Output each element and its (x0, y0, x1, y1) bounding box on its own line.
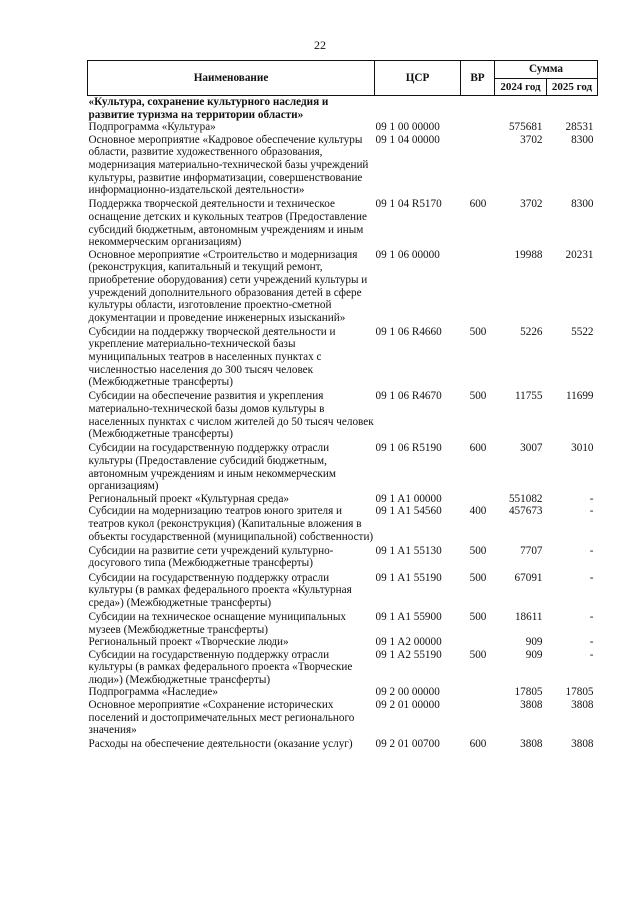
row-amount-2024: 5226 (520, 325, 543, 338)
row-amount-2024: 7707 (520, 544, 543, 557)
table-row (88, 134, 598, 197)
row-vr: 400 (469, 505, 487, 518)
row-amount-2025: - (589, 648, 594, 661)
row-name: Региональный проект «Творческие люди» (88, 636, 289, 649)
row-csr: 09 1 A1 00000 (375, 492, 442, 505)
page-number: 22 (314, 38, 326, 52)
header-sum: Сумма (495, 61, 598, 79)
row-vr (461, 493, 495, 506)
header-year-2024: 2024 год (495, 79, 547, 96)
row-csr: 09 1 A1 55190 (375, 571, 442, 584)
row-csr (375, 96, 461, 122)
row-csr: 09 1 06 R4660 (375, 325, 442, 338)
row-amount-2024: 18611 (514, 610, 543, 623)
row-amount-2025: 3010 (571, 442, 594, 455)
table-row (88, 686, 598, 699)
table-row (88, 121, 598, 134)
header-year-2025: 2025 год (547, 79, 598, 96)
row-amount-2025: 11699 (565, 390, 594, 403)
row-csr: 09 1 06 00000 (375, 248, 440, 261)
row-name: Основное мероприятие «Строительство и модернизация (реконструкция, капитальный и текущий ремонт, приобретение оборудования) сети учреждений культуры и учреждений дополнительного образования детей в сфере культуры области, изготовление проектно-сметной документации и проведение инженерных изысканий» (88, 248, 368, 324)
row-csr: 09 2 00 00000 (375, 686, 440, 699)
row-csr: 09 1 A2 55190 (375, 648, 442, 661)
table-row (88, 609, 598, 636)
table-row (88, 441, 598, 493)
row-amount-2024: 3808 (520, 699, 543, 712)
row-name: Субсидии на модернизацию театров юного зрителя и театров кукол (реконструкция) (Капитальные вложения в объекты государственной (муниципальной) собственности) (88, 505, 374, 543)
row-name: Субсидии на обеспечение развития и укрепления материально-технической базы домов культуры в населенных пунктах с числом жителей до 50 тысяч человек (Межбюджетные трансферты) (88, 390, 374, 441)
row-name: Субсидии на развитие сети учреждений культурно-досугового типа (Межбюджетные трансферты) (88, 544, 334, 570)
row-name: Субсидии на поддержку творческой деятельности и укрепление материально-технической базы муниципальных театров в населенных пунктах с численностью населения до 300 тысяч человек (Межбюджетные трансферты) (88, 325, 336, 389)
row-vr (461, 686, 495, 699)
table-row (88, 389, 598, 441)
row-vr: 500 (469, 390, 487, 403)
table-row (88, 96, 598, 122)
row-name: «Культура, сохранение культурного наследия и развитие туризма на территории области» (88, 96, 329, 121)
row-vr: 500 (469, 325, 487, 338)
row-amount-2024: 17805 (514, 686, 543, 699)
table-header (88, 61, 598, 96)
row-amount-2025: 28531 (565, 121, 594, 134)
row-amount-2025: - (589, 610, 594, 623)
row-vr (461, 636, 495, 649)
row-amount-2025: 5522 (571, 325, 594, 338)
row-name: Субсидии на государственную поддержку отрасли культуры (Предоставление субсидий бюджетным, автономным учреждениям и иным некоммерческим организациям) (88, 442, 336, 493)
row-amount-2025: - (589, 492, 594, 505)
row-csr: 09 1 06 R5190 (375, 442, 442, 455)
row-amount-2024: 575681 (508, 121, 543, 134)
row-name: Подпрограмма «Культура» (88, 121, 216, 134)
row-amount-2024 (495, 96, 547, 122)
row-vr: 500 (469, 571, 487, 584)
row-amount-2025: 20231 (565, 248, 594, 261)
row-amount-2024: 909 (525, 648, 543, 661)
row-name: Поддержка творческой деятельности и техническое оснащение детских и кукольных театров (Предоставление субсидий бюджетным, автономным учреждениям и иным некоммерческим организациям) (88, 198, 367, 249)
header-name: Наименование (88, 61, 375, 96)
row-vr: 600 (469, 442, 487, 455)
row-amount-2024: 67091 (514, 571, 543, 584)
row-vr (461, 134, 495, 197)
row-vr: 500 (469, 648, 487, 661)
table-row (88, 737, 598, 751)
row-vr (461, 699, 495, 737)
table-row (88, 324, 598, 389)
table-row (88, 249, 598, 325)
row-amount-2024: 457673 (508, 505, 543, 518)
row-csr: 09 1 06 R4670 (375, 390, 442, 403)
row-vr (461, 96, 495, 122)
table-row (88, 699, 598, 737)
row-amount-2025: - (589, 544, 594, 557)
row-amount-2024: 3808 (520, 738, 543, 751)
row-csr: 09 1 A1 55900 (375, 610, 442, 623)
row-csr: 09 1 A1 54560 (375, 505, 442, 518)
row-amount-2025: 8300 (571, 133, 594, 146)
row-vr (461, 121, 495, 134)
row-amount-2024: 3007 (520, 442, 543, 455)
table-row (88, 636, 598, 649)
table-row (88, 543, 598, 570)
table-row (88, 197, 598, 249)
row-vr: 600 (469, 198, 487, 211)
row-name: Основное мероприятие «Сохранение исторических поселений и достопримечательных мест регионального значения» (88, 699, 355, 737)
row-amount-2024: 11755 (514, 390, 543, 403)
row-amount-2025 (547, 96, 598, 122)
row-name: Подпрограмма «Наследие» (88, 686, 218, 699)
row-amount-2024: 19988 (514, 248, 543, 261)
row-csr: 09 1 A1 55130 (375, 544, 442, 557)
row-amount-2025: 8300 (571, 198, 594, 211)
row-vr: 600 (469, 738, 487, 751)
budget-table-wrapper (87, 60, 597, 751)
row-amount-2025: 17805 (565, 686, 594, 699)
header-vr: ВР (461, 61, 495, 96)
row-csr: 09 2 01 00700 (375, 738, 440, 751)
row-csr: 09 1 04 R5170 (375, 198, 442, 211)
row-name: Субсидии на государственную поддержку отрасли культуры (в рамках федерального проекта «Культурная среда») (Межбюджетные трансферты) (88, 571, 352, 609)
row-csr: 09 1 A2 00000 (375, 636, 442, 649)
row-amount-2024: 3702 (520, 133, 543, 146)
row-vr: 500 (469, 610, 487, 623)
table-row (88, 493, 598, 506)
budget-table (87, 60, 598, 751)
header-csr: ЦСР (375, 61, 461, 96)
row-amount-2025: 3808 (571, 699, 594, 712)
row-amount-2025: - (589, 636, 594, 649)
row-amount-2025: - (589, 505, 594, 518)
table-row (88, 649, 598, 687)
row-name: Субсидии на государственную поддержку отрасли культуры (в рамках федерального проекта «Творческие люди») (Межбюджетные трансферты) (88, 648, 353, 686)
row-amount-2024: 909 (525, 636, 543, 649)
row-vr (461, 249, 495, 325)
row-csr: 09 2 01 00000 (375, 699, 440, 712)
row-name: Региональный проект «Культурная среда» (88, 492, 290, 505)
table-body (88, 96, 598, 752)
row-name: Основное мероприятие «Кадровое обеспечение культуры области, развитие художественного образования, модернизация материально-технической базы учреждений культуры, развитие информатизации, совершенствование информационно-издательской деятельности» (88, 133, 369, 197)
row-vr: 500 (469, 544, 487, 557)
row-amount-2024: 3702 (520, 198, 543, 211)
row-amount-2025: 3808 (571, 738, 594, 751)
row-amount-2025: - (589, 571, 594, 584)
row-amount-2024: 551082 (508, 492, 543, 505)
row-csr: 09 1 04 00000 (375, 133, 440, 146)
row-csr: 09 1 00 00000 (375, 121, 440, 134)
row-name: Расходы на обеспечение деятельности (оказание услуг) (88, 738, 353, 751)
row-name: Субсидии на техническое оснащение муниципальных музеев (Межбюджетные трансферты) (88, 610, 347, 636)
table-row (88, 505, 598, 543)
table-row (88, 570, 598, 609)
